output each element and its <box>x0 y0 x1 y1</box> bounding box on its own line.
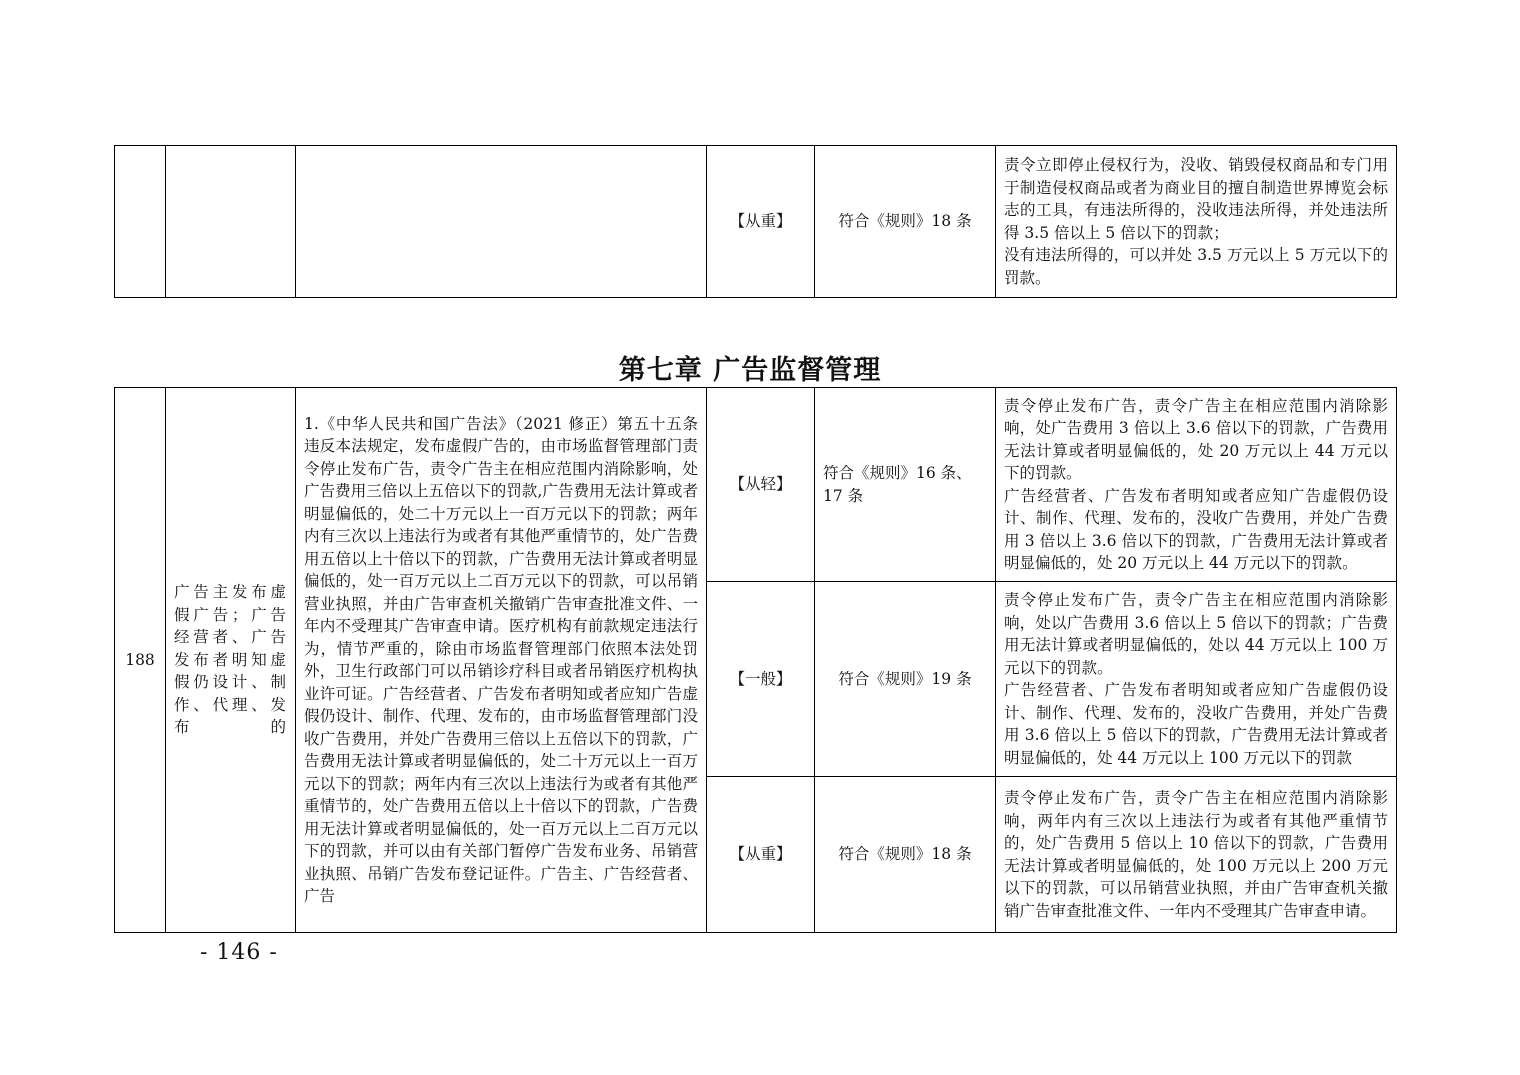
page-number: - 146 - <box>200 940 278 965</box>
violation-act: 广告主发布虚假广告；广告经营者、广告发布者明知虚假仍设计、制作、代理、发布的 <box>166 388 296 933</box>
measure-paragraph: 广告经营者、广告发布者明知或者应知广告虚假仍设计、制作、代理、发布的，没收广告费用，并处广告费用 3.6 倍以上 5 倍以下的罚款，广告费用无法计算或者明显偏低的，处 44 万元以上 100 万元以下的罚款 <box>1004 681 1388 767</box>
chapter-title: 第七章 广告监督管理 <box>618 355 882 386</box>
rule-cell: 符合《规则》18 条 <box>815 777 996 933</box>
measure-cell <box>996 777 1397 933</box>
level-cell: 【一般】 <box>707 582 815 777</box>
rule-cell: 符合《规则》18 条 <box>815 146 996 298</box>
act-cell <box>166 146 296 298</box>
penalty-table <box>114 387 1397 933</box>
measure-paragraph: 责令停止发布广告，责令广告主在相应范围内消除影响，处以广告费用 3.6 倍以上 5 倍以下的罚款；广告费用无法计算或者明显偏低的，处以 44 万元以上 100 万元以下的罚款。 <box>1004 591 1388 677</box>
measure-cell <box>996 582 1397 777</box>
table-row <box>115 146 1397 298</box>
level-cell: 【从重】 <box>707 146 815 298</box>
rule-cell: 符合《规则》19 条 <box>815 582 996 777</box>
continuation-table <box>114 145 1397 298</box>
number-cell <box>115 146 166 298</box>
level-cell: 【从轻】 <box>707 388 815 582</box>
legal-basis: 1.《中华人民共和国广告法》（2021 修正）第五十五条 违反本法规定，发布虚假广告的，由市场监督管理部门责令停止发布广告，责令广告主在相应范围内消除影响，处广告费用三倍以上五倍以下的罚款,广告费用无法计算或者明显偏低的，处二十万元以上一百万元以下的罚款；两年内有三次以上违法行为或者有其他严重情节的，处广告费用五倍以上十倍以下的罚款，广告费用无法计算或者明显偏低的，处一百万元以上二百万元以下的罚款，可以吊销营业执照，并由广告审查机关撤销广告审查批准文件、一年内不受理其广告审查申请。医疗机构有前款规定违法行为，情节严重的，除由市场监督管理部门依照本法处罚外，卫生行政部门可以吊销诊疗科目或者吊销医疗机构执业许可证。广告经营者、广告发布者明知或者应知广告虚假仍设计、制作、代理、发布的，由市场监督管理部门没收广告费用，并处广告费用三倍以上五倍以下的罚款，广告费用无法计算或者明显偏低的，处二十万元以上一百万元以下的罚款；两年内有三次以上违法行为或者有其他严重情节的，处广告费用五倍以上十倍以下的罚款，广告费用无法计算或者明显偏低的，处一百万元以上二百万元以下的罚款，并可以由有关部门暂停广告发布业务、吊销营业执照、吊销广告发布登记证件。广告主、广告经营者、广告 <box>296 388 707 933</box>
item-number: 188 <box>115 388 166 933</box>
level-cell: 【从重】 <box>707 777 815 933</box>
rule-cell: 符合《规则》16 条、17 条 <box>815 388 996 582</box>
measure-paragraph: 责令停止发布广告，责令广告主在相应范围内消除影响，两年内有三次以上违法行为或者有其他严重情节的，处广告费用 5 倍以上 10 倍以下的罚款，广告费用无法计算或者明显偏低的，处 100 万元以上 200 万元以下的罚款，可以吊销营业执照，并由广告审查机关撤销广告审查批准文件、一年内不受理其广告审查申请。 <box>1004 789 1388 920</box>
measure-paragraph: 没有违法所得的，可以并处 3.5 万元以上 5 万元以下的罚款。 <box>1004 246 1388 287</box>
measure-paragraph: 责令停止发布广告，责令广告主在相应范围内消除影响，处广告费用 3 倍以上 3.6 倍以下的罚款，广告费用无法计算或者明显偏低的，处 20 万元以上 44 万元以下的罚款。 <box>1004 396 1388 482</box>
measure-paragraph: 广告经营者、广告发布者明知或者应知广告虚假仍设计、制作、代理、发布的，没收广告费用，并处广告费用 3 倍以上 3.6 倍以下的罚款，广告费用无法计算或者明显偏低的，处 20 万元以上 44 万元以下的罚款。 <box>1004 486 1388 572</box>
measure-paragraph: 责令立即停止侵权行为，没收、销毁侵权商品和专门用于制造侵权商品或者为商业目的擅自制造世界博览会标志的工具，有违法所得的，没收违法所得，并处违法所得 3.5 倍以上 5 倍以下的罚款； <box>1004 156 1388 242</box>
measure-cell <box>996 388 1397 582</box>
table-row <box>115 388 1397 582</box>
basis-cell <box>296 146 707 298</box>
measure-cell <box>996 146 1397 298</box>
